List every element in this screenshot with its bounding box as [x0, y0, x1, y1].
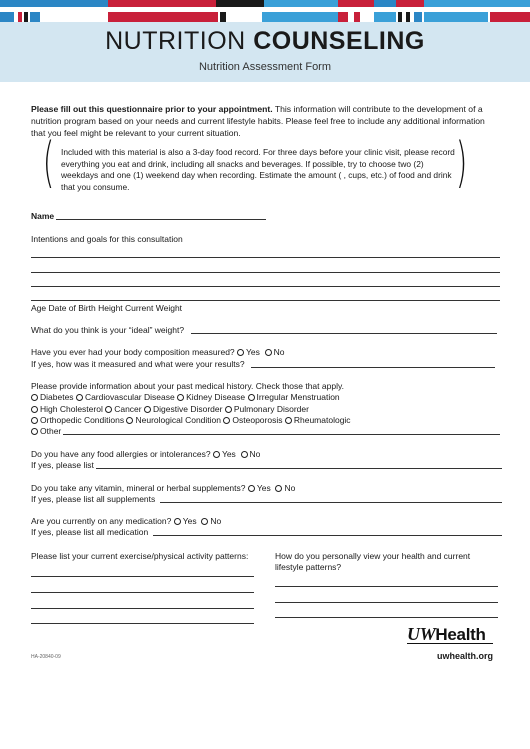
body-comp-yes-option[interactable]: Yes: [237, 347, 260, 357]
left-parenthesis: (: [42, 131, 55, 194]
allergy-field[interactable]: [96, 468, 502, 469]
title-bold: COUNSELING: [253, 27, 425, 55]
radio-circle-icon[interactable]: [248, 485, 255, 492]
supplement-no-option[interactable]: No: [275, 483, 295, 493]
radio-circle-icon[interactable]: [265, 349, 272, 356]
radio-circle-icon[interactable]: [174, 518, 181, 525]
exercise-line-4[interactable]: [31, 623, 254, 624]
page-title: [0, 27, 530, 56]
history-option-menstruation[interactable]: Irregular Menstruation: [248, 392, 340, 402]
medication-no-option[interactable]: No: [201, 516, 221, 526]
medication-followup: If yes, please list all medication: [31, 527, 149, 537]
ideal-weight-field[interactable]: [191, 333, 497, 334]
name-field[interactable]: [56, 219, 266, 220]
history-option-digestive[interactable]: Digestive Disorder: [144, 404, 222, 414]
history-option-orthopedic[interactable]: Orthopedic Conditions: [31, 415, 124, 425]
title-light: NUTRITION: [105, 27, 246, 55]
intentions-label: Intentions and goals for this consultation: [31, 234, 183, 244]
intentions-line-2[interactable]: [31, 272, 500, 273]
health-view-line-1[interactable]: [275, 586, 498, 587]
radio-circle-icon[interactable]: [213, 451, 220, 458]
exercise-line-2[interactable]: [31, 592, 254, 593]
uwhealth-logo: UWHealth: [407, 624, 486, 644]
allergy-no-option[interactable]: No: [241, 449, 261, 459]
history-option-cancer[interactable]: Cancer: [105, 404, 141, 414]
radio-circle-icon[interactable]: [126, 417, 133, 424]
body-composition-followup: If yes, how was it measured and what were your results?: [31, 359, 245, 369]
history-row-2: [31, 404, 309, 415]
exercise-line-1[interactable]: [31, 576, 254, 577]
radio-circle-icon[interactable]: [31, 394, 38, 401]
history-option-cardiovascular[interactable]: Cardiovascular Disease: [76, 392, 175, 402]
body-composition-question: Have you ever had your body composition measured? Yes No: [31, 347, 285, 357]
supplement-yes-option[interactable]: Yes: [248, 483, 271, 493]
medication-question: Are you currently on any medication? Yes No: [31, 516, 222, 526]
radio-circle-icon[interactable]: [241, 451, 248, 458]
allergy-question: Do you have any food allergies or intolerances? Yes No: [31, 449, 261, 459]
right-parenthesis: ): [455, 131, 468, 194]
medication-field[interactable]: [153, 535, 502, 536]
radio-circle-icon[interactable]: [31, 417, 38, 424]
allergy-yes-option[interactable]: Yes: [213, 449, 236, 459]
history-option-cholesterol[interactable]: High Cholesterol: [31, 404, 103, 414]
radio-circle-icon[interactable]: [285, 417, 292, 424]
history-option-kidney[interactable]: Kidney Disease: [177, 392, 245, 402]
history-option-neurological[interactable]: Neurological Condition: [126, 415, 221, 425]
radio-circle-icon[interactable]: [225, 406, 232, 413]
health-view-line-3[interactable]: [275, 617, 498, 618]
supplement-followup: If yes, please list all supplements: [31, 494, 156, 504]
history-option-pulmonary[interactable]: Pulmonary Disorder: [225, 404, 309, 414]
radio-circle-icon[interactable]: [76, 394, 83, 401]
header-color-stripes: [0, 0, 530, 22]
radio-circle-icon[interactable]: [275, 485, 282, 492]
exercise-question: Please list your current exercise/physical activity patterns:: [31, 551, 249, 561]
radio-circle-icon[interactable]: [223, 417, 230, 424]
allergy-followup: If yes, please list: [31, 460, 94, 470]
history-option-osteoporosis[interactable]: Osteoporosis: [223, 415, 282, 425]
intro-bold: Please fill out this questionnaire prior to your appointment.: [31, 104, 273, 114]
intentions-line-4[interactable]: [31, 300, 500, 301]
page-subtitle: Nutrition Assessment Form: [198, 61, 332, 73]
medication-yes-option[interactable]: Yes: [174, 516, 197, 526]
history-option-other[interactable]: Other: [31, 426, 61, 436]
supplement-field[interactable]: [160, 502, 502, 503]
food-record-note: Included with this material is also a 3-day food record. For three days before your clinic visit, please record everything you eat and drink, including all snacks and beverages. If possible, try to choose two (2) weekdays and one (1) weekend day when recording. Estimate the amount ( , cups, etc.) of food and drink that you consume.: [61, 147, 455, 192]
form-code: HA-20840-09: [31, 654, 61, 660]
health-view-question: How do you personally view your health and current lifestyle patterns?: [275, 551, 471, 572]
history-row-4: [31, 426, 61, 437]
website-url[interactable]: uwhealth.org: [437, 651, 493, 661]
radio-circle-icon[interactable]: [144, 406, 151, 413]
radio-circle-icon[interactable]: [201, 518, 208, 525]
intentions-line-1[interactable]: [31, 257, 500, 258]
exercise-line-3[interactable]: [31, 608, 254, 609]
intentions-line-3[interactable]: [31, 286, 500, 287]
radio-circle-icon[interactable]: [237, 349, 244, 356]
body-composition-field[interactable]: [251, 367, 495, 368]
medical-history-question: Please provide information about your past medical history. Check those that apply.: [31, 381, 344, 391]
radio-circle-icon[interactable]: [31, 428, 38, 435]
intro-rest: This information will contribute to the development of a nutrition program based on your needs and current lifestyle habits. Please feel free to include any additional information that you feel might be relevant to your current situation.: [31, 104, 485, 138]
history-other-field[interactable]: [63, 434, 500, 435]
age-dob-height-weight-label: Age Date of Birth Height Current Weight: [31, 303, 183, 313]
radio-circle-icon[interactable]: [31, 406, 38, 413]
radio-circle-icon[interactable]: [105, 406, 112, 413]
history-option-rheumatologic[interactable]: Rheumatologic: [285, 415, 351, 425]
logo-underline: [407, 643, 493, 644]
body-comp-no-option[interactable]: No: [265, 347, 285, 357]
ideal-weight-label: What do you think is your “ideal” weight?: [31, 325, 185, 335]
name-label: Name: [31, 211, 55, 221]
intro-paragraph: [31, 103, 501, 139]
history-row-3: [31, 415, 351, 426]
supplement-question: Do you take any vitamin, mineral or herbal supplements? Yes No: [31, 483, 296, 493]
health-view-line-2[interactable]: [275, 602, 498, 603]
radio-circle-icon[interactable]: [248, 394, 255, 401]
radio-circle-icon[interactable]: [177, 394, 184, 401]
history-row-1: [31, 392, 340, 403]
history-option-diabetes[interactable]: Diabetes: [31, 392, 74, 402]
